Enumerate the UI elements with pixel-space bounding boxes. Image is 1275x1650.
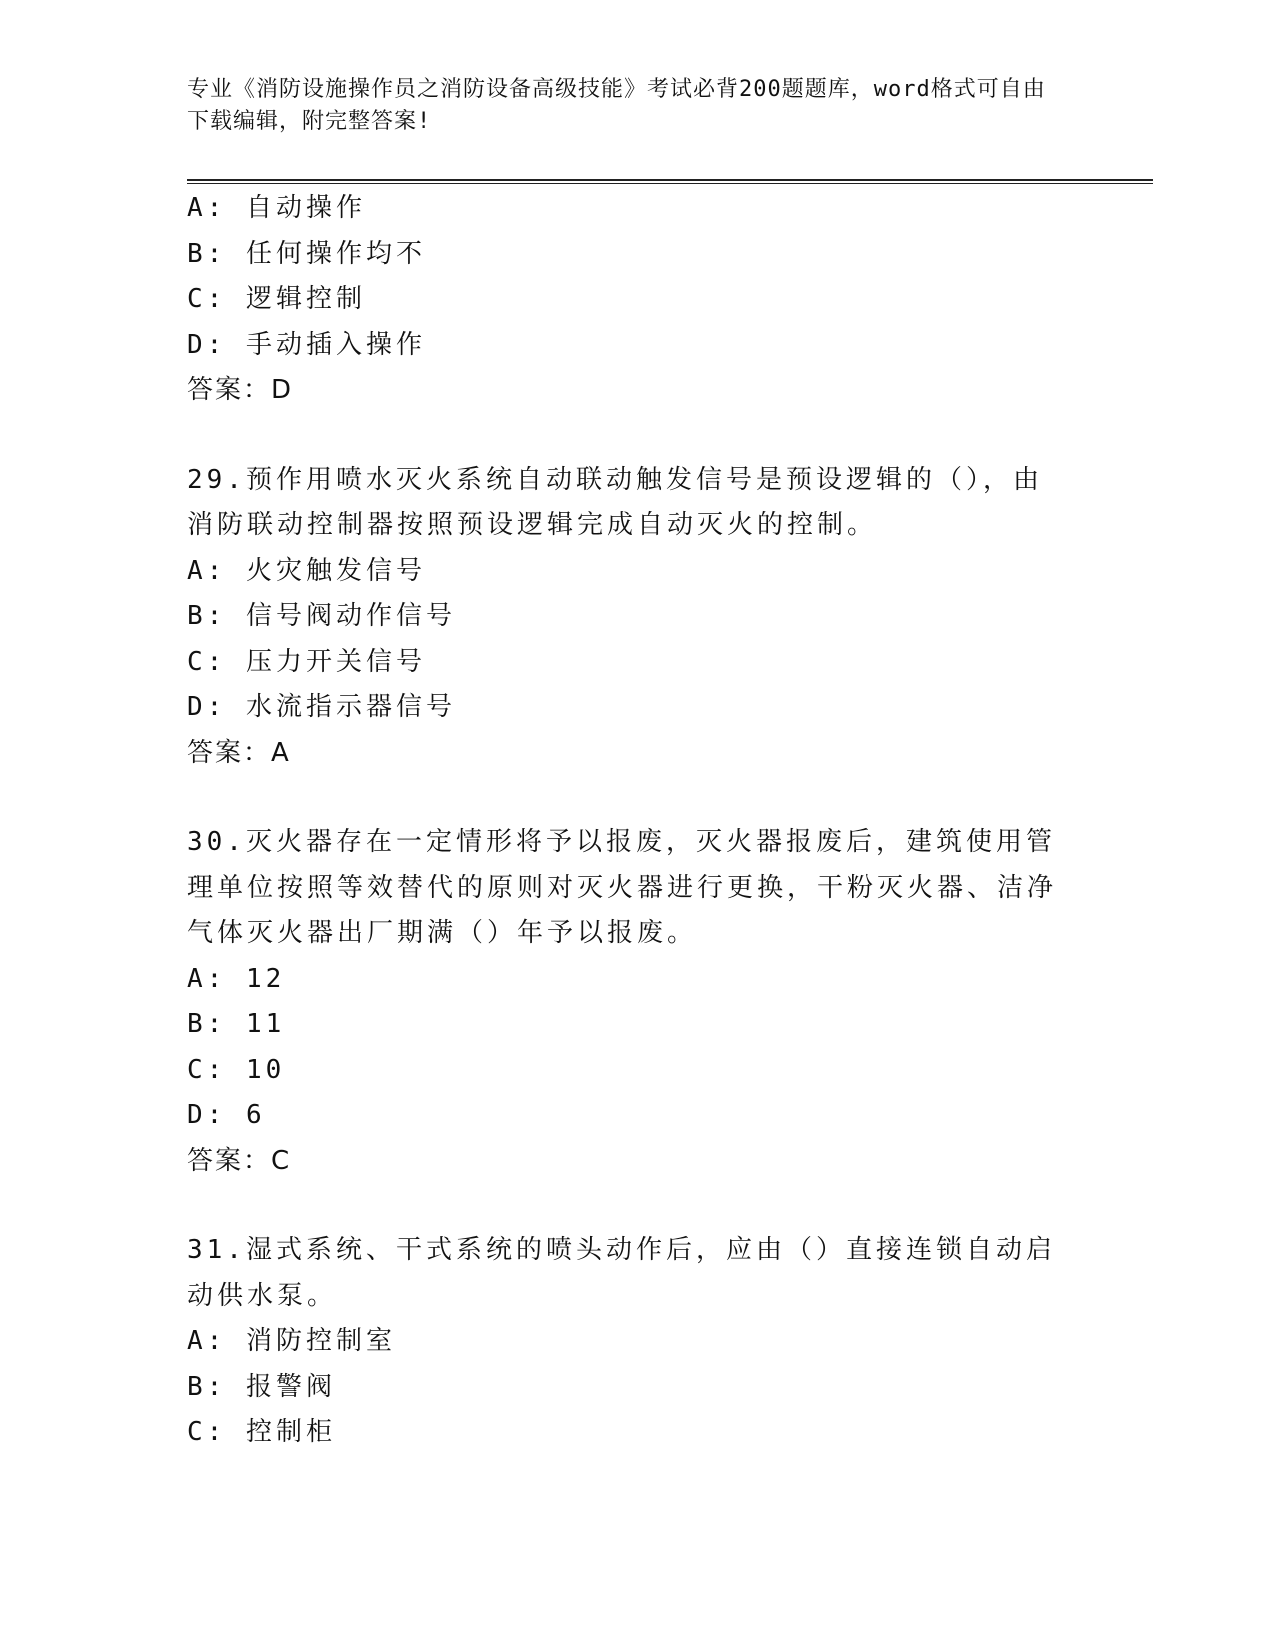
option-b: B: 信号阀动作信号 [187, 601, 456, 631]
option-b: B: 报警阀 [187, 1371, 336, 1402]
option-c: C: 压力开关信号 [187, 646, 426, 677]
block-spacer [187, 776, 1087, 820]
option-b: B: 任何操作均不 [187, 238, 426, 269]
question-block-29 [187, 458, 1087, 777]
block-spacer [187, 414, 1087, 458]
question-block-28 [187, 186, 1087, 414]
option-d: D: 6 [187, 1100, 266, 1130]
document-header: 专业《消防设施操作员之消防设备高级技能》考试必背200题题库，word格式可自由下载编辑，附完整答案! [187, 77, 1046, 134]
block-spacer [187, 1184, 1087, 1228]
option-d: D: 手动插入操作 [187, 329, 426, 360]
answer-line: 答案：A [187, 737, 291, 768]
option-b: B: 11 [187, 1009, 286, 1039]
question-text: 31.湿式系统、干式系统的喷头动作后，应由（）直接连锁自动启动供水泵。 [187, 1235, 1056, 1311]
option-a: A: 自动操作 [187, 193, 366, 223]
question-list [187, 186, 1087, 1456]
question-block-31 [187, 1228, 1087, 1456]
answer-line: 答案：D [187, 375, 294, 405]
answer-line: 答案：C [187, 1145, 292, 1176]
option-a: A: 火灾触发信号 [187, 555, 426, 586]
option-c: C: 控制柜 [187, 1417, 336, 1447]
option-a: A: 12 [187, 963, 286, 994]
header-rule-bottom [187, 183, 1153, 184]
question-text: 30.灭火器存在一定情形将予以报废，灭火器报废后，建筑使用管理单位按照等效替代的原则对灭火器进行更换，干粉灭火器、洁净气体灭火器出厂期满（）年予以报废。 [187, 827, 1058, 948]
option-c: C: 逻辑控制 [187, 284, 366, 314]
question-block-30 [187, 820, 1087, 1184]
option-d: D: 水流指示器信号 [187, 692, 456, 722]
question-text: 29.预作用喷水灭火系统自动联动触发信号是预设逻辑的（），由消防联动控制器按照预设逻辑完成自动灭火的控制。 [187, 464, 1043, 540]
option-a: A: 消防控制室 [187, 1326, 396, 1356]
header-rule-top [187, 179, 1153, 181]
option-c: C: 10 [187, 1054, 286, 1085]
